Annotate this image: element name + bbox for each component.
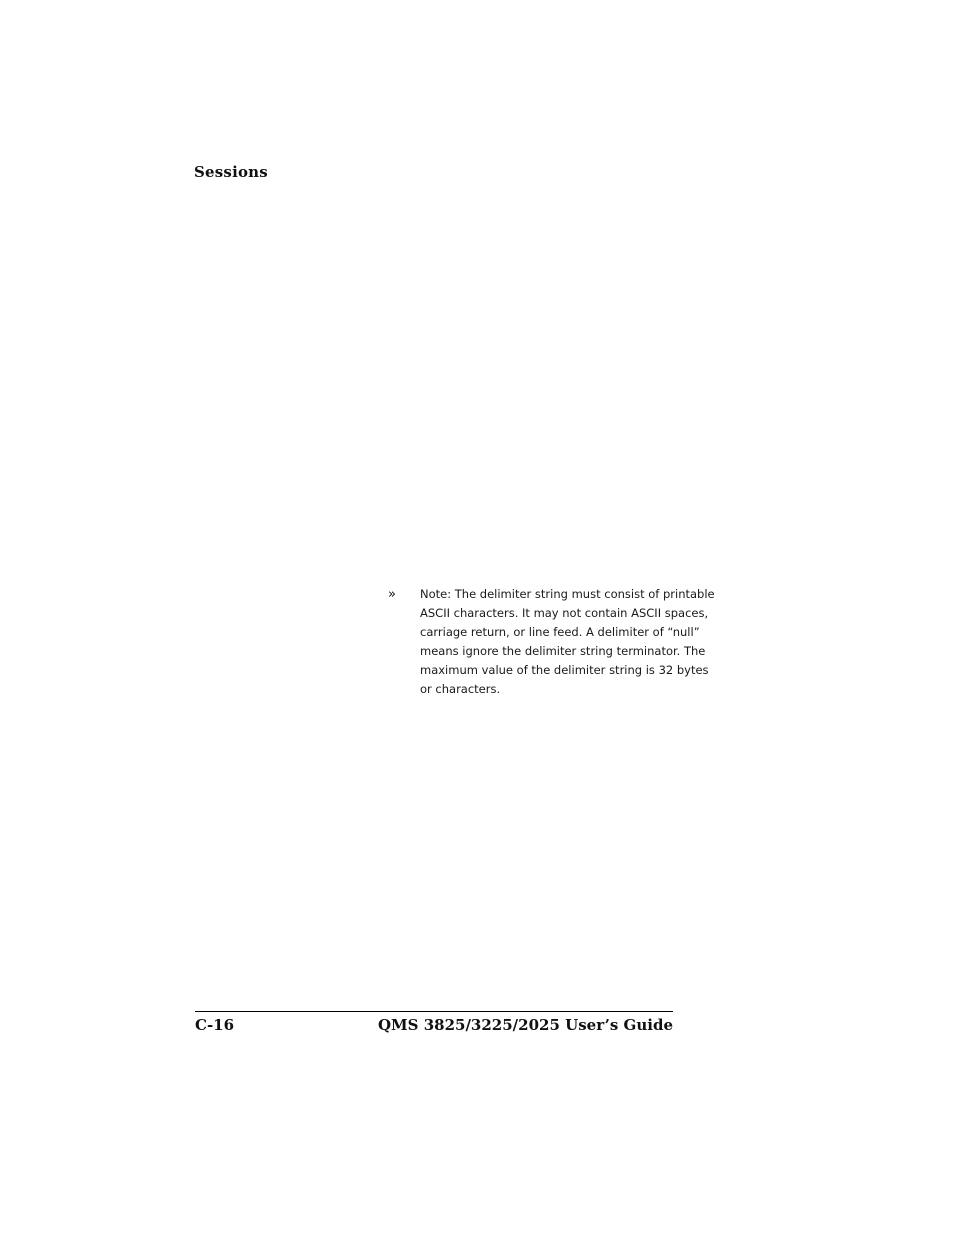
note-text: Note: The delimiter string must consist of printable ASCII characters. It may not contain ASCII spaces, carriage return, or line feed. A delimiter of “null” means ignore the delimiter string terminator. The maximum value of the delimiter string is 32 bytes or characters. (420, 587, 715, 696)
page-number: C-16 (195, 1016, 235, 1034)
footer-divider (195, 1011, 673, 1012)
section-heading: Sessions (194, 163, 268, 181)
note-marker-icon: » (388, 587, 396, 602)
book-title: QMS 3825/3225/2025 User’s Guide (377, 1016, 673, 1034)
